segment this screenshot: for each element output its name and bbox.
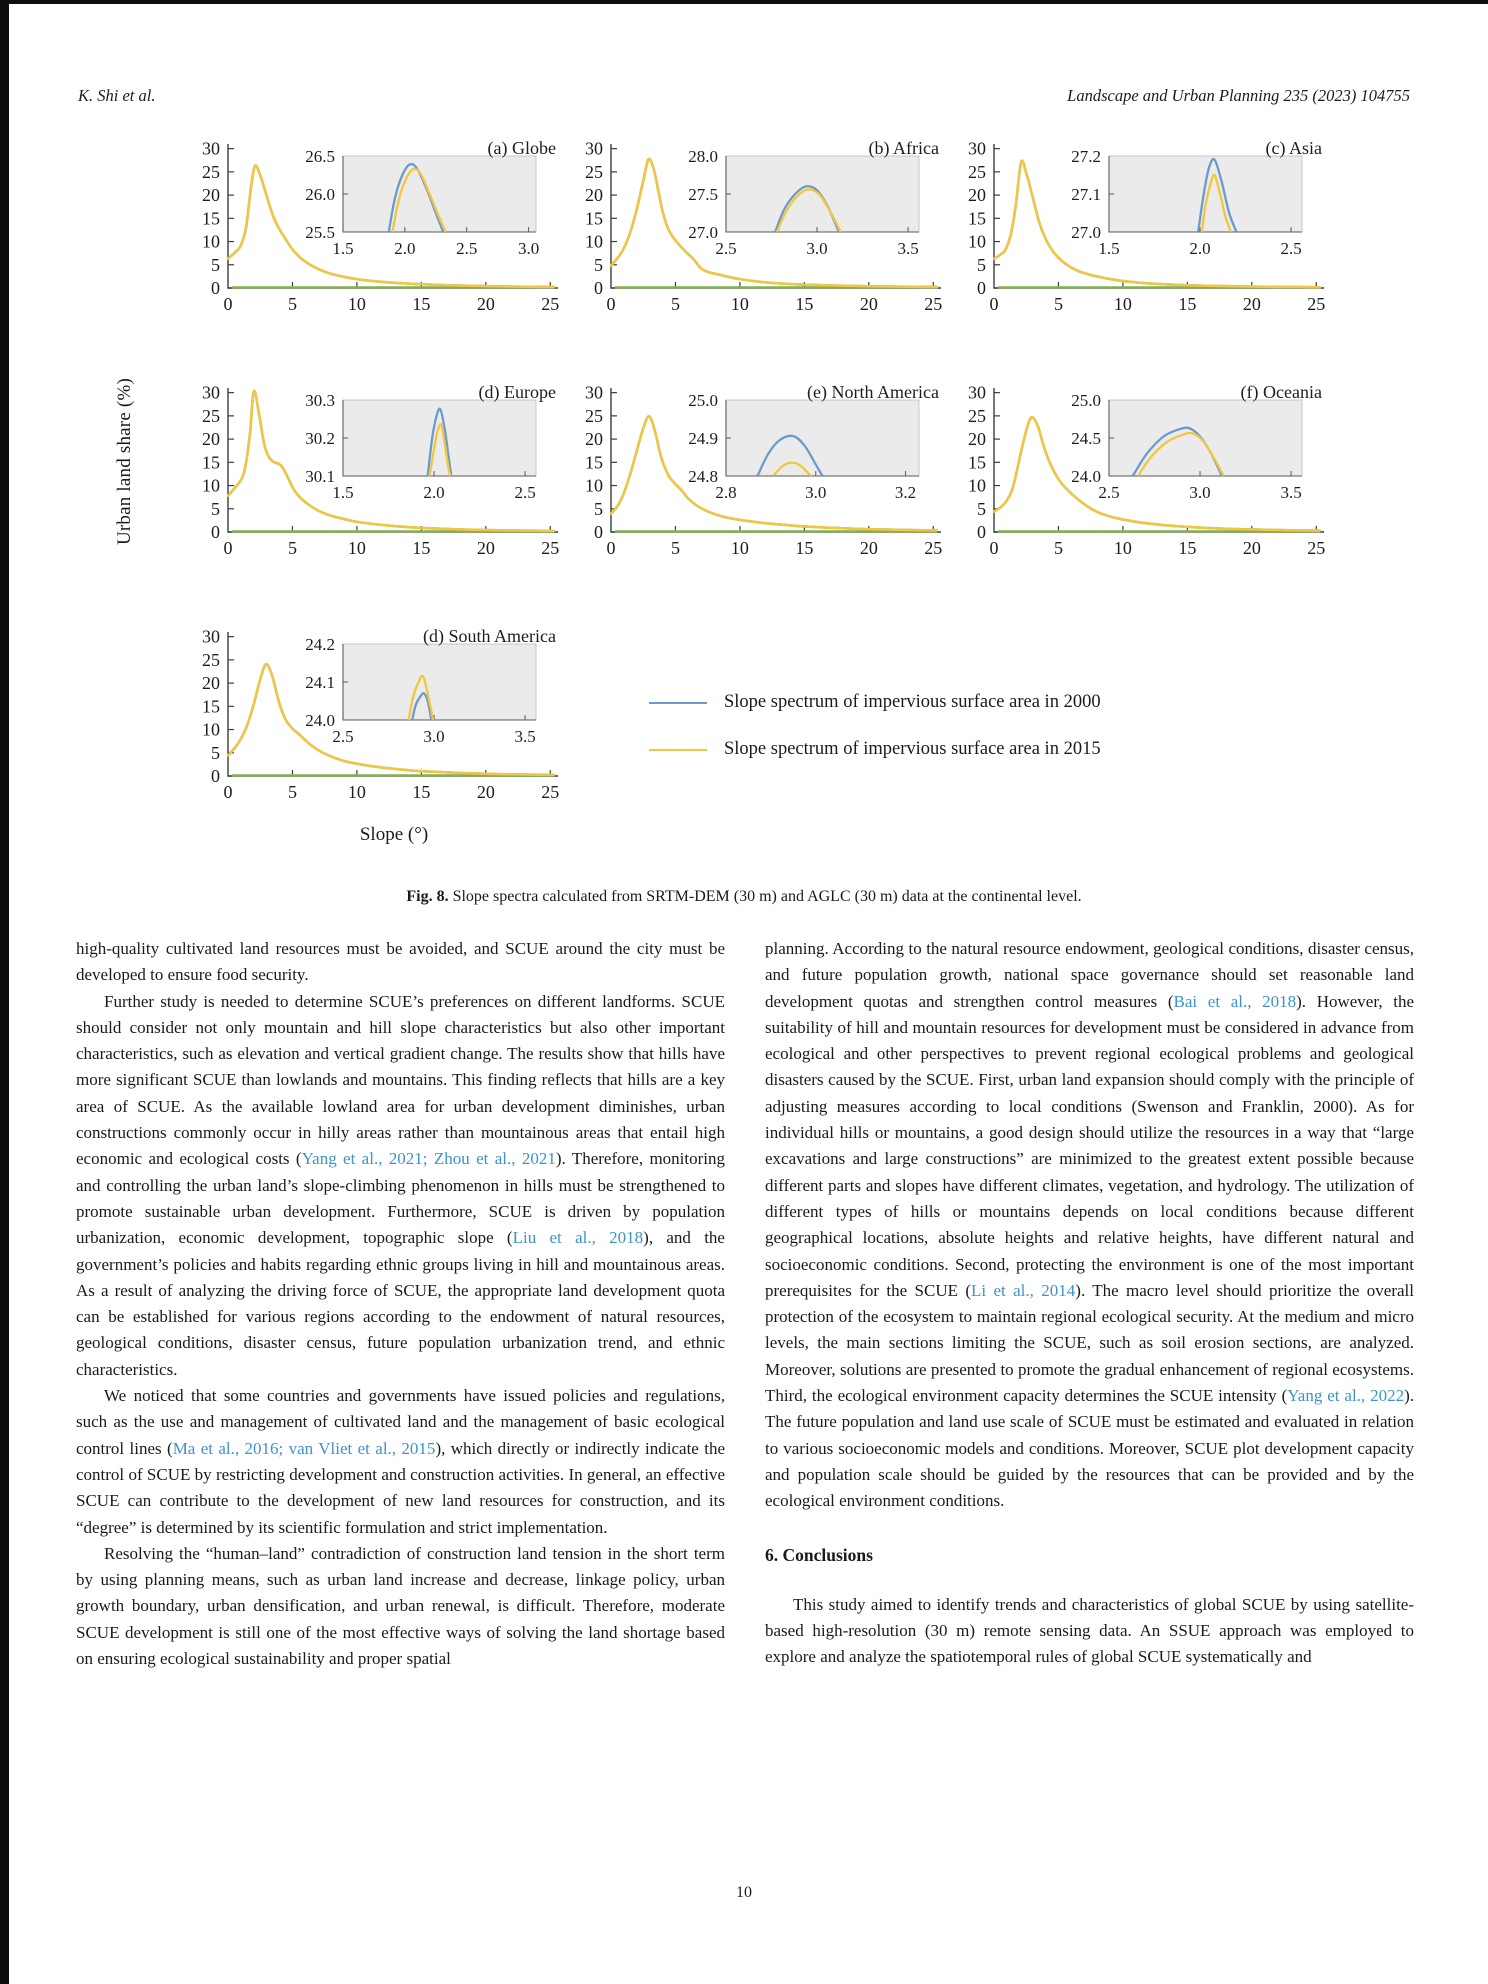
text-column-right [765,936,1414,1672]
svg-text:3.5: 3.5 [897,239,919,258]
legend-item-2000 [649,692,1321,713]
svg-text:15: 15 [585,208,603,229]
svg-text:3.0: 3.0 [517,239,540,258]
svg-text:0: 0 [211,522,220,542]
svg-text:0: 0 [977,522,986,542]
svg-text:26.5: 26.5 [305,147,335,166]
svg-text:3.0: 3.0 [423,727,445,746]
svg-text:0: 0 [223,538,233,558]
svg-text:(a) Globe: (a) Globe [487,140,556,158]
svg-text:10: 10 [730,294,749,314]
citation-link[interactable]: Yang et al., 2022 [1287,1386,1405,1406]
svg-text:5: 5 [287,294,297,314]
svg-text:28.0: 28.0 [688,147,718,166]
svg-text:25: 25 [1307,294,1326,314]
text-run: planning. According to the natural resource endowment, geological conditions, disaster census, and future population growth, national space governance should set reasonable land development quotas and strengthen control measures ( [765,939,1414,1011]
svg-text:20: 20 [1242,294,1261,314]
svg-text:0: 0 [211,278,220,298]
text-run: high-quality cultivated land resources must be avoided, and SCUE around the city must be developed to ensure food security. [76,939,725,985]
svg-text:20: 20 [202,429,220,450]
legend-label-2000: Slope spectrum of impervious surface area in 2000 [724,692,1101,712]
svg-text:20: 20 [968,429,986,450]
svg-text:0: 0 [594,522,603,542]
svg-text:1.5: 1.5 [1098,239,1120,258]
svg-text:5: 5 [594,254,603,275]
svg-text:10: 10 [968,231,986,252]
text-run: ). Therefore, monitoring and controlling the urban land’s slope-climbing phenomenon in hills must be strengthened to promote sustainable urban development. Furthermore, SCUE is driven by population urbanization, economic development, topographic slope ( [76,1149,725,1248]
svg-text:25: 25 [968,161,986,182]
svg-text:0: 0 [211,766,220,786]
page-number: 10 [736,1884,752,1901]
chart-asia [944,140,1327,338]
legend-line-2000-icon [649,702,707,704]
svg-text:0: 0 [606,538,616,558]
svg-text:25.5: 25.5 [305,223,335,242]
svg-text:20: 20 [859,538,878,558]
svg-text:5: 5 [1053,538,1063,558]
svg-text:15: 15 [412,782,431,802]
svg-text:20: 20 [202,673,220,694]
paragraph [765,936,1414,1515]
svg-text:20: 20 [476,782,495,802]
svg-text:20: 20 [859,294,878,314]
svg-text:15: 15 [412,538,431,558]
svg-text:3.2: 3.2 [894,483,917,502]
svg-text:27.0: 27.0 [1071,223,1101,242]
svg-text:5: 5 [211,498,220,519]
svg-text:30: 30 [968,384,986,403]
svg-text:(d) South America: (d) South America [423,628,556,646]
svg-text:10: 10 [585,231,603,252]
svg-text:24.0: 24.0 [305,711,335,730]
svg-text:10: 10 [347,294,366,314]
svg-text:15: 15 [968,452,986,473]
svg-text:10: 10 [202,231,220,252]
paragraph [76,1541,725,1672]
citation-link[interactable]: Li et al., 2014 [971,1280,1076,1300]
svg-text:24.2: 24.2 [305,635,335,654]
svg-text:30: 30 [585,140,603,159]
svg-text:25: 25 [202,161,220,182]
svg-text:1.5: 1.5 [332,483,354,502]
svg-text:26.0: 26.0 [305,185,335,204]
scan-edge-left [0,0,9,1984]
svg-text:10: 10 [347,782,366,802]
svg-text:27.2: 27.2 [1071,147,1101,166]
text-column-left [76,936,725,1672]
svg-text:25: 25 [1307,538,1326,558]
svg-text:30: 30 [202,140,220,159]
svg-text:15: 15 [202,696,220,717]
svg-text:25: 25 [924,294,943,314]
svg-text:15: 15 [412,294,431,314]
svg-text:20: 20 [202,185,220,206]
svg-text:5: 5 [287,538,297,558]
svg-text:3.0: 3.0 [806,239,828,258]
svg-text:2.5: 2.5 [332,727,354,746]
svg-text:3.0: 3.0 [805,483,827,502]
svg-text:10: 10 [730,538,749,558]
svg-text:2.5: 2.5 [514,483,536,502]
svg-text:5: 5 [211,254,220,275]
svg-text:25: 25 [541,782,560,802]
svg-text:10: 10 [1113,294,1132,314]
text-run: ). The macro level should prioritize the overall protection of the ecosystem to maintain regional ecological security. At the medium and micro levels, the main sections limiting the SCUE, such as soil erosion sections, are analyzed. Moreover, solutions are presented to promote the gradual enhancement of regional ecosystems. Third, the ecological environment capacity determines the SCUE intensity ( [765,1280,1414,1406]
legend-line-2015-icon [649,749,707,751]
svg-text:5: 5 [670,538,680,558]
scan-edge-top [0,0,1488,4]
text-run: Resolving the “human–land” contradiction of construction land tension in the short term by using planning means, such as urban land increase and decrease, linkage policy, urban growth boundary, urban densification, and urban renewal, is difficult. Therefore, moderate SCUE development is still one of the most effective ways of solving the land shortage based on ensuring ecological sustainability and proper spatial [76,1543,725,1669]
citation-link[interactable]: Yang et al., 2021; Zhou et al., 2021 [301,1149,556,1169]
svg-text:0: 0 [594,278,603,298]
svg-text:2.0: 2.0 [1189,239,1211,258]
svg-text:0: 0 [223,294,233,314]
svg-text:25: 25 [585,405,603,426]
figure-row-2 [178,384,1330,582]
svg-text:25: 25 [541,294,560,314]
svg-text:30.1: 30.1 [305,467,335,486]
page-header [78,86,1410,106]
figure-x-axis-label: Slope (°) [359,824,429,845]
figure-caption [78,888,1410,906]
svg-text:0: 0 [977,278,986,298]
svg-text:30: 30 [585,384,603,403]
chart-south-america [178,628,561,826]
chart-north-america [561,384,944,582]
figure-y-axis-label: Urban land share (%) [114,378,135,546]
svg-text:30: 30 [202,628,220,647]
svg-text:24.9: 24.9 [688,429,718,448]
svg-text:25: 25 [968,405,986,426]
svg-text:3.0: 3.0 [1189,483,1211,502]
svg-text:10: 10 [347,538,366,558]
text-run: ), which directly or indirectly indicate the control of SCUE by restricting development and construction activities. In general, an effective SCUE can contribute to the development of new land resources for construction, and its “degree” is determined by its scientific formulation and strict implementation. [76,1438,725,1537]
chart-oceania [944,384,1327,582]
legend-item-2015 [649,739,1321,760]
svg-text:15: 15 [968,208,986,229]
citation-link[interactable]: Liu et al., 2018 [512,1228,644,1248]
svg-text:24.0: 24.0 [1071,467,1101,486]
figure-legend [561,628,1321,846]
svg-text:(e) North America: (e) North America [807,384,939,402]
svg-text:30: 30 [202,384,220,403]
svg-text:27.1: 27.1 [1071,185,1101,204]
svg-text:30.2: 30.2 [305,429,335,448]
article-body [76,936,1414,1672]
svg-text:2.5: 2.5 [456,239,478,258]
svg-text:20: 20 [585,185,603,206]
svg-text:2.5: 2.5 [715,239,737,258]
text-run: We noticed that some countries and governments have issued policies and regulations, such as the use and management of cultivated land and the management of basic ecological control lines ( [76,1386,725,1458]
svg-text:0: 0 [223,782,233,802]
svg-text:5: 5 [287,782,297,802]
paragraph [765,1592,1414,1671]
text-run: ). However, the suitability of hill and mountain resources for development must be considered in advance from ecological and other perspectives to prevent regional ecological problems and geological disasters caused by the SCUE. First, urban land expansion should comply with the principle of adjusting measures according to local conditions (Swenson and Franklin, 2000). As for individual hills or mountains, a good design should utilize the resources in a way that “large excavations and large constructions” are minimized to the greatest extent possible because different parts and slopes have different climates, vegetation, and hydrology. The utilization of different types of hills or mountains depends on local conditions because different geographical locations, absolute heights and relative heights, have different natural and socioeconomic conditions. Second, protecting the environment is one of the most important prerequisites for the SCUE ( [765,991,1414,1300]
svg-text:25: 25 [202,649,220,670]
svg-text:(c) Asia: (c) Asia [1265,140,1322,158]
svg-text:20: 20 [968,185,986,206]
svg-text:24.1: 24.1 [305,673,335,692]
figure-caption-label: Fig. 8. [406,888,449,905]
svg-text:2.5: 2.5 [1098,483,1120,502]
svg-text:3.5: 3.5 [514,727,536,746]
svg-text:15: 15 [202,452,220,473]
svg-text:10: 10 [585,475,603,496]
svg-text:25: 25 [585,161,603,182]
svg-text:30.3: 30.3 [305,391,335,410]
paragraph [76,989,725,1383]
figure-row-1 [178,140,1330,338]
svg-text:30: 30 [968,140,986,159]
section-heading: 6. Conclusions [765,1544,873,1565]
svg-text:5: 5 [670,294,680,314]
svg-text:25.0: 25.0 [688,391,718,410]
svg-text:15: 15 [1178,538,1197,558]
paragraph [76,1383,725,1541]
svg-text:2.8: 2.8 [715,483,737,502]
svg-text:20: 20 [476,294,495,314]
svg-text:1.5: 1.5 [332,239,354,258]
svg-text:27.0: 27.0 [688,223,718,242]
svg-text:15: 15 [1178,294,1197,314]
figure-8 [114,140,1330,846]
svg-text:27.5: 27.5 [688,185,718,204]
svg-text:5: 5 [977,498,986,519]
chart-south-america-cell [178,628,561,846]
svg-text:20: 20 [1242,538,1261,558]
text-run: Further study is needed to determine SCUE’s preferences on different landforms. SCUE should consider not only mountain and hill slope characteristics but also other important characteristics, such as elevation and vertical gradient change. The results show that hills have more significant SCUE than lowlands and mountains. This finding reflects that hills are a key area of SCUE. As the available lowland area for urban development diminishes, urban constructions commonly occur in hilly areas rather than mountainous areas that entail high economic and ecological costs ( [76,991,725,1169]
running-journal-title: Landscape and Urban Planning 235 (2023) 104755 [1067,86,1410,105]
svg-text:5: 5 [977,254,986,275]
svg-text:3.5: 3.5 [1280,483,1302,502]
svg-text:(d) Europe: (d) Europe [478,384,556,402]
chart-europe [178,384,561,582]
svg-text:0: 0 [989,538,999,558]
svg-text:2.0: 2.0 [423,483,445,502]
citation-link[interactable]: Ma et al., 2016; van Vliet et al., 2015 [172,1438,436,1458]
svg-text:5: 5 [211,742,220,763]
svg-text:24.8: 24.8 [688,467,718,486]
svg-text:25: 25 [924,538,943,558]
running-author: K. Shi et al. [78,86,156,105]
legend-label-2015: Slope spectrum of impervious surface area in 2015 [724,739,1101,759]
svg-text:2.0: 2.0 [394,239,416,258]
svg-text:15: 15 [795,294,814,314]
svg-text:0: 0 [606,294,616,314]
svg-text:25: 25 [202,405,220,426]
svg-text:10: 10 [202,475,220,496]
svg-text:10: 10 [968,475,986,496]
svg-text:10: 10 [1113,538,1132,558]
svg-text:20: 20 [476,538,495,558]
svg-text:5: 5 [594,498,603,519]
svg-text:20: 20 [585,429,603,450]
svg-text:2.5: 2.5 [1280,239,1302,258]
text-run: ), and the government’s policies and habits regarding ethnic groups living in hill and mountainous areas. As a result of analyzing the driving force of SCUE, the appropriate land development quota can be established for various regions according to the endowment of natural resources, geological conditions, disaster census, future population urbanization trend, and ethnic characteristics. [76,1228,725,1379]
svg-text:25: 25 [541,538,560,558]
citation-link[interactable]: Bai et al., 2018 [1173,991,1297,1011]
figure-row-3 [178,628,1330,846]
figure-caption-text: Slope spectra calculated from SRTM-DEM (30 m) and AGLC (30 m) data at the continental level. [448,888,1082,905]
paragraph [76,936,725,989]
svg-text:(f) Oceania: (f) Oceania [1240,384,1322,402]
svg-text:24.5: 24.5 [1071,429,1101,448]
text-run: ). The future population and land use scale of SCUE must be estimated and evaluated in relation to various socioeconomic models and conditions. Moreover, SCUE plot development capacity and population scale should be guided by the resources that can be provided and by the ecological environment conditions. [765,1386,1414,1511]
svg-text:0: 0 [989,294,999,314]
chart-globe [178,140,561,338]
svg-text:15: 15 [202,208,220,229]
svg-text:15: 15 [795,538,814,558]
svg-text:10: 10 [202,719,220,740]
text-run: This study aimed to identify trends and characteristics of global SCUE by using satellite-based high-resolution (30 m) remote sensing data. An SSUE approach was employed to explore and analyze the spatiotemporal rules of global SCUE systematically and [765,1594,1414,1667]
svg-text:15: 15 [585,452,603,473]
chart-africa [561,140,944,338]
svg-text:25.0: 25.0 [1071,391,1101,410]
svg-text:5: 5 [1053,294,1063,314]
svg-text:(b) Africa: (b) Africa [868,140,939,158]
